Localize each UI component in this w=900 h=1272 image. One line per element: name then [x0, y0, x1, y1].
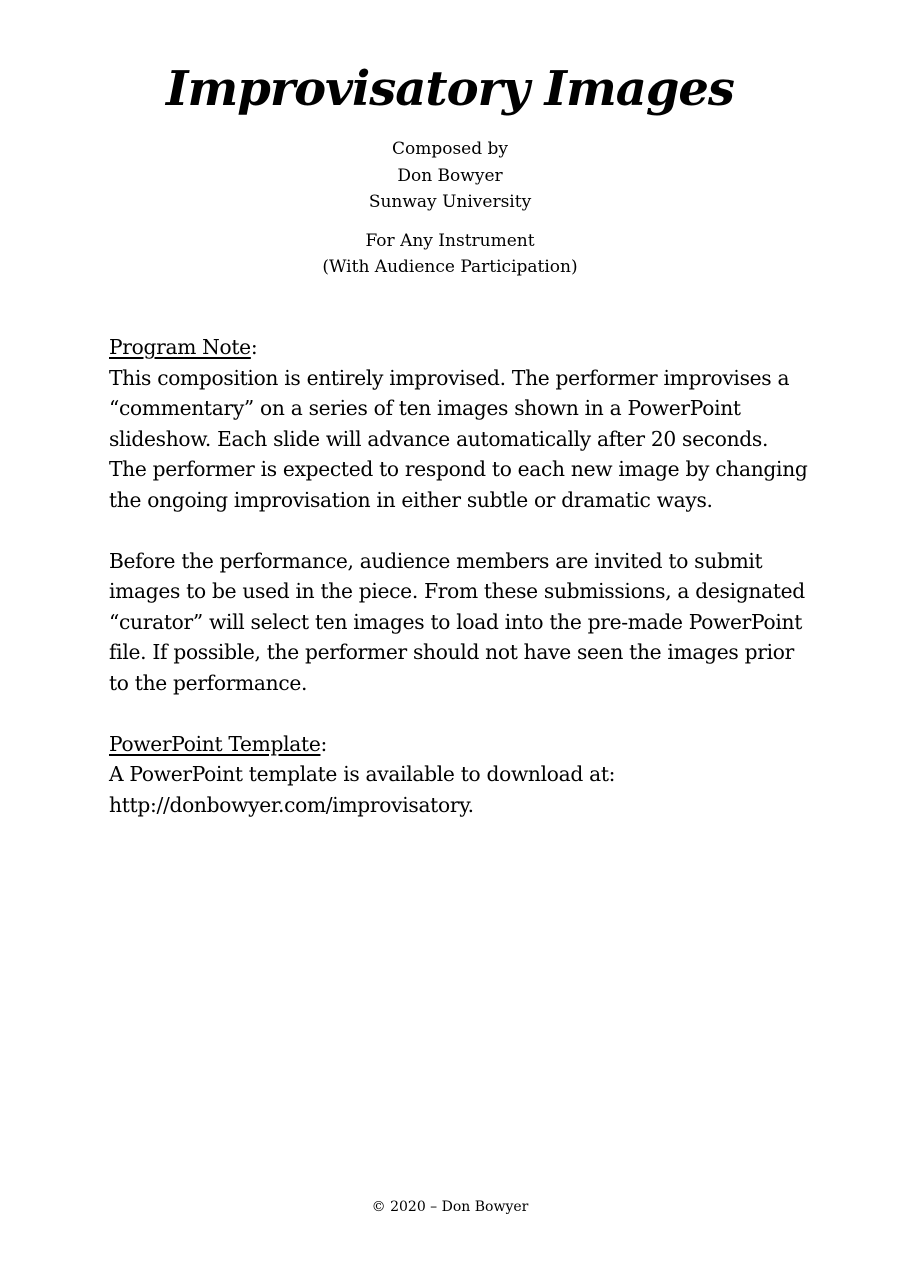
heading-colon: :	[250, 335, 258, 359]
document-body	[109, 332, 809, 820]
template-download-link[interactable]: http://donbowyer.com/improvisatory.	[109, 792, 474, 817]
copyright-footer: © 2020 – Don Bowyer	[371, 1199, 529, 1215]
template-heading	[109, 729, 809, 760]
document-title: Improvisatory Images	[166, 61, 734, 117]
instrumentation: For Any Instrument	[365, 230, 535, 251]
composer-name: Don Bowyer	[397, 165, 503, 186]
credits-block	[0, 136, 900, 281]
heading-colon: :	[320, 731, 327, 756]
composed-by-label: Composed by	[391, 139, 509, 159]
program-note-heading-text: Program Note	[109, 335, 251, 359]
program-note-heading	[109, 332, 809, 363]
program-note-paragraph-1: This composition is entirely improvised. The performer improvises a “commentary” on a series of ten images shown in a PowerPoint slideshow. Each slide will advance automatically after 20 seconds. The performer is expected to respond to each new image by changing the ongoing improvisation in either subtle or dramatic ways.	[109, 365, 808, 512]
participation-note: (With Audience Participation)	[322, 257, 578, 277]
program-note-paragraph-2: Before the performance, audience members are invited to submit images to be used in the piece. From these submissions, a designated “curator” will select ten images to load into the pre-made PowerPoint file. If possible, the performer should not have seen the images prior to the performance.	[109, 548, 805, 695]
spacer	[0, 216, 900, 228]
spacer	[109, 515, 809, 546]
affiliation: Sunway University	[368, 192, 532, 212]
spacer	[109, 698, 809, 729]
template-text: A PowerPoint template is available to download at:	[109, 762, 616, 786]
template-link-line	[109, 790, 809, 821]
template-heading-text: PowerPoint Template	[109, 731, 321, 756]
